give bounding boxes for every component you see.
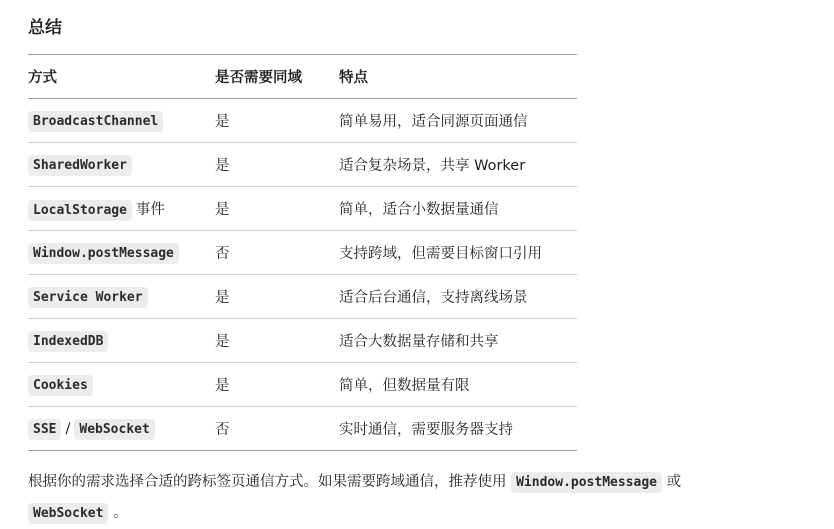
method-code: LocalStorage <box>28 200 132 221</box>
method-cell <box>28 363 215 407</box>
same-origin-cell: 是 <box>215 158 230 174</box>
method-code: SharedWorker <box>28 155 132 176</box>
method-suffix: 事件 <box>135 202 165 218</box>
note-text: 根据你的需求选择合适的跨标签页通信方式。如果需要跨域通信，推荐使用 <box>28 474 507 490</box>
method-code: WebSocket <box>74 419 154 440</box>
method-code: Cookies <box>28 375 93 396</box>
method-code: IndexedDB <box>28 331 108 352</box>
comparison-table <box>28 54 577 451</box>
method-code: Window.postMessage <box>28 243 179 264</box>
table-row <box>28 275 577 319</box>
same-origin-cell: 否 <box>215 246 230 262</box>
method-cell <box>28 99 215 143</box>
section-title: 总结 <box>28 18 62 38</box>
method-code: BroadcastChannel <box>28 111 163 132</box>
method-cell <box>28 407 215 451</box>
table-row <box>28 407 577 451</box>
table-row <box>28 319 577 363</box>
table-row <box>28 187 577 231</box>
same-origin-cell: 是 <box>215 202 230 218</box>
method-cell <box>28 187 215 231</box>
feature-cell: 简单易用，适合同源页面通信 <box>339 114 528 130</box>
method-cell <box>28 231 215 275</box>
feature-cell: 适合后台通信，支持离线场景 <box>339 290 528 306</box>
recommendation-paragraph <box>28 467 818 529</box>
table-row <box>28 231 577 275</box>
feature-cell: 适合复杂场景，共享 Worker <box>339 158 526 174</box>
header-feature: 特点 <box>339 70 368 86</box>
same-origin-cell: 否 <box>215 422 230 438</box>
table-row <box>28 143 577 187</box>
header-same-origin: 是否需要同域 <box>215 70 302 86</box>
same-origin-cell: 是 <box>215 378 230 394</box>
method-cell <box>28 143 215 187</box>
method-cell <box>28 319 215 363</box>
same-origin-cell: 是 <box>215 114 230 130</box>
note-code-websocket: WebSocket <box>28 503 108 524</box>
method-separator: / <box>65 420 71 437</box>
same-origin-cell: 是 <box>215 290 230 306</box>
note-period: 。 <box>113 505 128 521</box>
feature-cell: 实时通信，需要服务器支持 <box>339 422 513 438</box>
same-origin-cell: 是 <box>215 334 230 350</box>
table-header-row <box>28 55 577 99</box>
method-cell <box>28 275 215 319</box>
table-row <box>28 363 577 407</box>
summary-section <box>28 14 818 529</box>
feature-cell: 支持跨域，但需要目标窗口引用 <box>339 246 542 262</box>
note-code-postmessage: Window.postMessage <box>511 472 662 493</box>
table-row <box>28 99 577 143</box>
feature-cell: 简单，但数据量有限 <box>339 378 470 394</box>
feature-cell: 适合大数据量存储和共享 <box>339 334 499 350</box>
note-connector: 或 <box>666 474 682 490</box>
method-code: SSE <box>28 419 61 440</box>
header-method: 方式 <box>28 70 57 86</box>
feature-cell: 简单，适合小数据量通信 <box>339 202 499 218</box>
method-code: Service Worker <box>28 287 148 308</box>
